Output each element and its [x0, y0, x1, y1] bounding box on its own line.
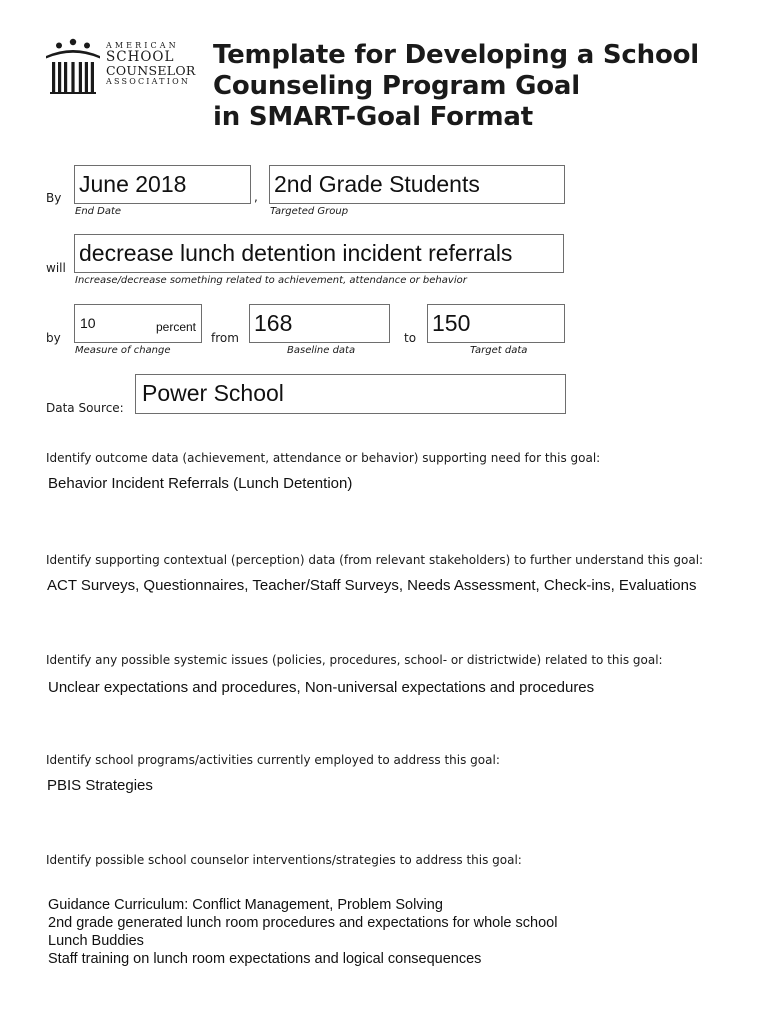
by-label: By	[46, 191, 62, 205]
outcome-data-answer: Behavior Incident Referrals (Lunch Detention)	[48, 475, 353, 492]
by-change-label: by	[46, 331, 61, 345]
data-source-field[interactable]	[135, 374, 566, 414]
comma-separator: ,	[254, 190, 258, 204]
list-item: Staff training on lunch room expectations and logical consequences	[48, 951, 482, 967]
measure-caption: Measure of change	[75, 345, 171, 356]
targeted-group-value: 2nd Grade Students	[274, 171, 480, 197]
baseline-caption: Baseline data	[287, 345, 356, 356]
logo-wordmark	[106, 42, 202, 86]
interventions-answer-list	[48, 896, 557, 968]
systemic-issues-prompt: Identify any possible systemic issues (policies, procedures, school- or districtwide) related to this goal:	[46, 653, 663, 667]
targeted-group-field[interactable]	[269, 165, 565, 204]
data-source-label: Data Source:	[46, 401, 124, 415]
school-programs-answer: PBIS Strategies	[47, 777, 153, 794]
will-label: will	[46, 261, 66, 275]
measure-unit: percent	[155, 320, 196, 334]
target-data-field[interactable]	[427, 304, 565, 343]
goal-action-value: decrease lunch detention incident referrals	[79, 240, 513, 266]
measure-of-change-field[interactable]	[74, 304, 202, 343]
logo-line-school: SCHOOL	[106, 49, 175, 65]
list-item: 2nd grade generated lunch room procedures and expectations for whole school	[48, 915, 558, 931]
goal-action-field[interactable]	[74, 234, 564, 273]
list-item: Lunch Buddies	[48, 933, 144, 949]
baseline-value: 168	[254, 310, 293, 336]
interventions-prompt: Identify possible school counselor interventions/strategies to address this goal:	[46, 853, 522, 867]
title-line-2: Counseling Program Goal	[213, 71, 580, 101]
school-programs-prompt: Identify school programs/activities currently employed to address this goal:	[46, 753, 500, 767]
contextual-data-prompt: Identify supporting contextual (perception) data (from relevant stakeholders) to further understand this goal:	[46, 553, 704, 567]
goal-action-caption: Increase/decrease something related to achievement, attendance or behavior	[75, 275, 467, 286]
association-columns-logo-icon	[44, 36, 102, 98]
logo-line-counselor: COUNSELOR	[106, 62, 196, 78]
logo-line-association: ASSOCIATION	[106, 77, 191, 86]
title-line-3: in SMART-Goal Format	[213, 102, 533, 132]
page-title	[213, 40, 753, 133]
from-label: from	[211, 331, 239, 345]
systemic-issues-answer: Unclear expectations and procedures, Non-universal expectations and procedures	[48, 679, 595, 696]
title-line-1: Template for Developing a School	[213, 40, 699, 70]
end-date-value: June 2018	[79, 171, 187, 197]
end-date-caption: End Date	[75, 206, 122, 217]
data-source-value: Power School	[142, 380, 284, 406]
end-date-field[interactable]	[74, 165, 251, 204]
target-value: 150	[432, 310, 471, 336]
baseline-data-field[interactable]	[249, 304, 390, 343]
to-label: to	[404, 331, 417, 345]
target-caption: Target data	[470, 345, 528, 356]
measure-value: 10	[80, 315, 96, 331]
targeted-group-caption: Targeted Group	[270, 206, 349, 217]
contextual-data-answer: ACT Surveys, Questionnaires, Teacher/Staff Surveys, Needs Assessment, Check-ins, Evaluations	[47, 577, 697, 594]
outcome-data-prompt: Identify outcome data (achievement, attendance or behavior) supporting need for this goal:	[46, 451, 601, 465]
list-item: Guidance Curriculum: Conflict Management, Problem Solving	[48, 897, 443, 913]
asca-logo	[44, 36, 200, 100]
logo-line-american: AMERICAN	[106, 41, 179, 50]
